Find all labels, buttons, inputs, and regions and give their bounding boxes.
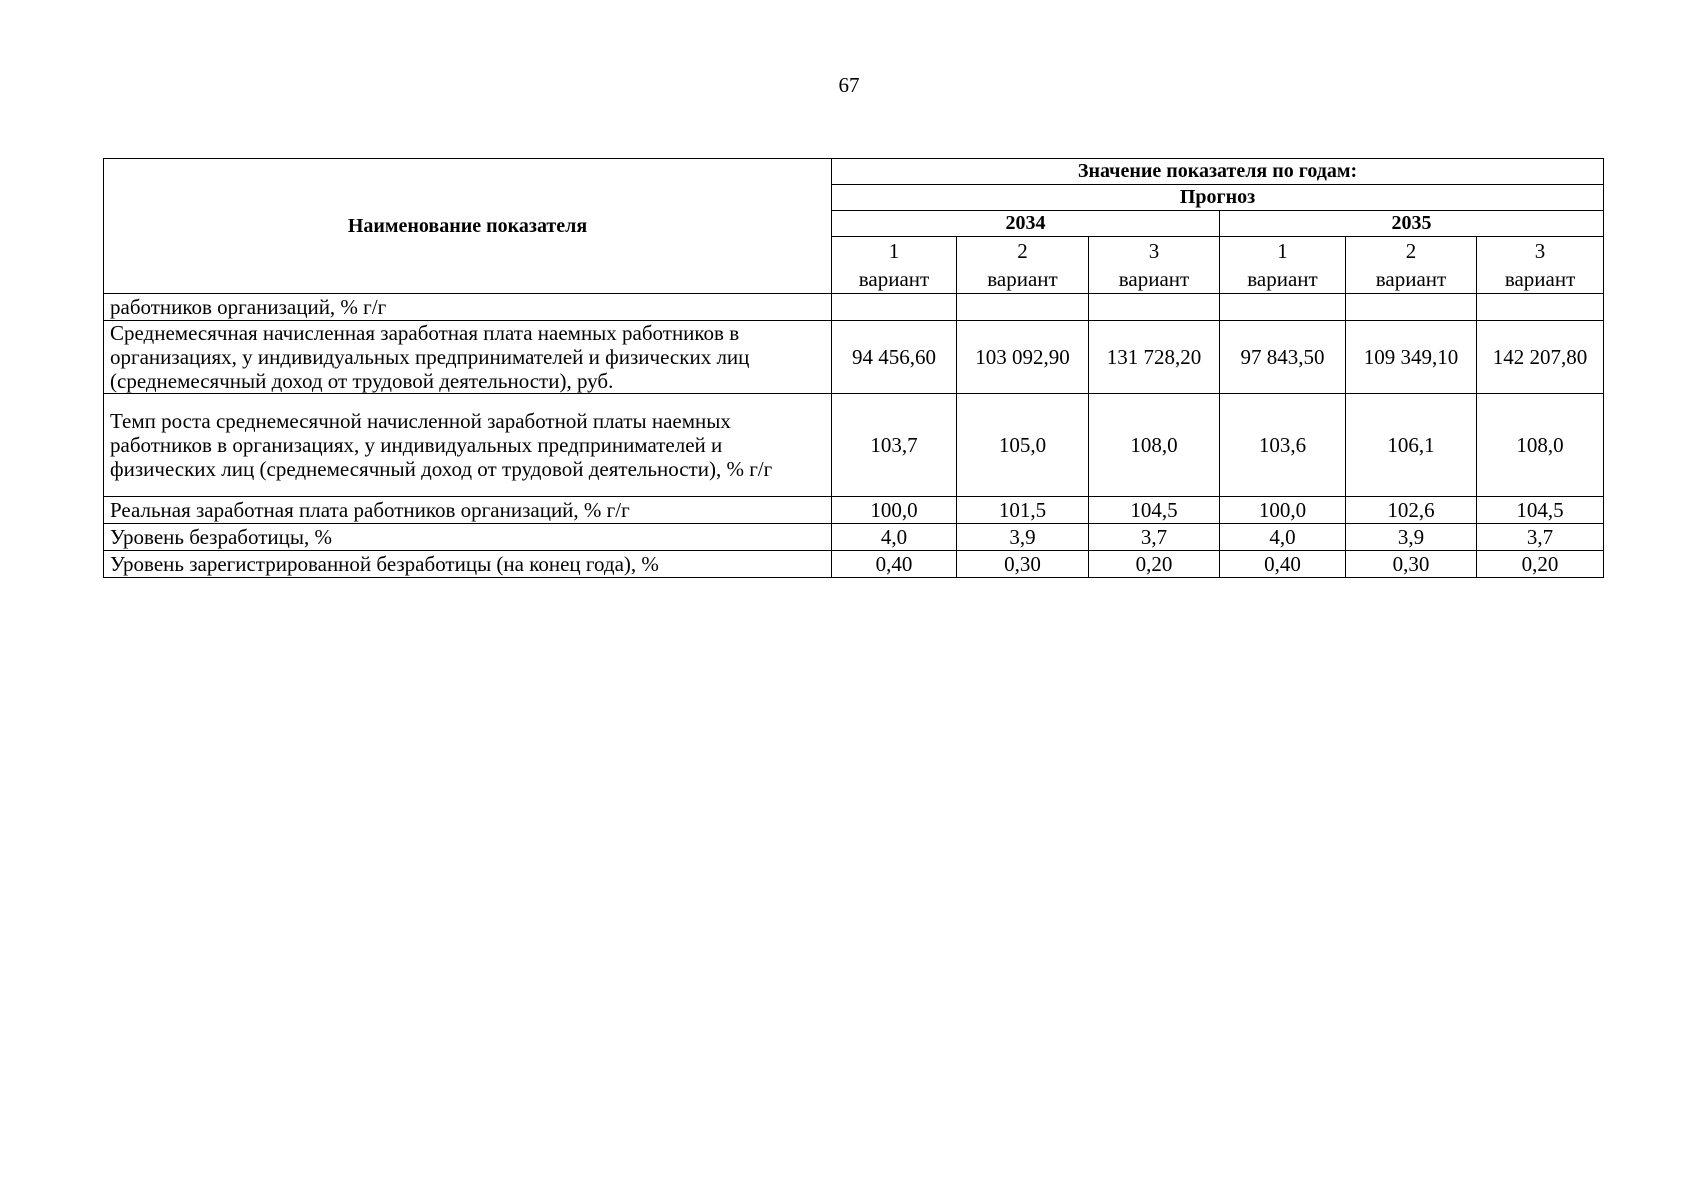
indicator-label: Среднемесячная начисленная заработная плата наемных работников в организациях, у индивидуальных предпринимателей и физических лиц (среднемесячный доход от трудовой деятельности), руб.	[104, 321, 832, 394]
value-cell: 0,20	[1477, 551, 1604, 578]
value-cell: 108,0	[1477, 394, 1604, 497]
value-cell: 142 207,80	[1477, 321, 1604, 394]
variant-number: 3	[1148, 239, 1160, 263]
variant-number: 2	[1405, 239, 1417, 263]
value-cell: 101,5	[957, 497, 1089, 524]
value-cell: 97 843,50	[1220, 321, 1346, 394]
value-cell: 104,5	[1477, 497, 1604, 524]
value-cell: 4,0	[832, 524, 957, 551]
value-cell: 0,30	[1346, 551, 1477, 578]
value-cell: 94 456,60	[832, 321, 957, 394]
indicator-label: Уровень безработицы, %	[104, 524, 832, 551]
value-cell: 3,7	[1089, 524, 1220, 551]
value-cell: 104,5	[1089, 497, 1220, 524]
value-cell	[1089, 294, 1220, 321]
variant-word: вариант	[1118, 267, 1190, 291]
variant-word: вариант	[1375, 267, 1447, 291]
value-cell: 103 092,90	[957, 321, 1089, 394]
variant-number: 1	[1277, 239, 1288, 263]
forecast-header: Прогноз	[832, 185, 1604, 211]
table-row	[104, 294, 1604, 321]
indicator-label: работников организаций, % г/г	[104, 294, 832, 321]
value-cell: 131 728,20	[1089, 321, 1220, 394]
value-cell	[1477, 294, 1604, 321]
variant-header	[832, 237, 957, 294]
variant-number: 2	[1017, 239, 1028, 263]
variant-word: вариант	[1504, 267, 1576, 291]
indicator-label: Темп роста среднемесячной начисленной заработной платы наемных работников в организациях, у индивидуальных предпринимателей и физических лиц (среднемесячный доход от трудовой деятельности), % г/г	[104, 394, 832, 497]
variant-number: 1	[888, 239, 900, 263]
variant-header	[1346, 237, 1477, 294]
values-by-year-header: Значение показателя по годам:	[832, 159, 1604, 185]
indicator-label: Реальная заработная плата работников организаций, % г/г	[104, 497, 832, 524]
table-row	[104, 551, 1604, 578]
value-cell: 0,40	[1220, 551, 1346, 578]
value-cell	[832, 294, 957, 321]
variant-word: вариант	[1247, 267, 1318, 291]
variant-header	[1220, 237, 1346, 294]
value-cell: 109 349,10	[1346, 321, 1477, 394]
indicators-table	[103, 158, 1604, 578]
value-cell: 100,0	[832, 497, 957, 524]
value-cell: 0,30	[957, 551, 1089, 578]
value-cell: 103,6	[1220, 394, 1346, 497]
year-header-2034: 2034	[832, 211, 1220, 237]
value-cell: 105,0	[957, 394, 1089, 497]
value-cell: 0,20	[1089, 551, 1220, 578]
value-cell	[957, 294, 1089, 321]
value-cell: 108,0	[1089, 394, 1220, 497]
value-cell: 3,7	[1477, 524, 1604, 551]
value-cell: 106,1	[1346, 394, 1477, 497]
year-header-2035: 2035	[1220, 211, 1604, 237]
variant-header	[1477, 237, 1604, 294]
value-cell: 3,9	[957, 524, 1089, 551]
variant-number: 3	[1534, 239, 1546, 263]
page-number: 67	[838, 73, 860, 97]
variant-word: вариант	[858, 267, 930, 291]
value-cell: 0,40	[832, 551, 957, 578]
variant-header	[1089, 237, 1220, 294]
variant-header	[957, 237, 1089, 294]
table-row	[104, 394, 1604, 497]
table-row	[104, 497, 1604, 524]
value-cell: 103,7	[832, 394, 957, 497]
value-cell: 4,0	[1220, 524, 1346, 551]
table-row	[104, 321, 1604, 394]
value-cell	[1220, 294, 1346, 321]
value-cell: 3,9	[1346, 524, 1477, 551]
indicator-label: Уровень зарегистрированной безработицы (на конец года), %	[104, 551, 832, 578]
indicator-name-header: Наименование показателя	[104, 159, 832, 294]
value-cell: 102,6	[1346, 497, 1477, 524]
value-cell	[1346, 294, 1477, 321]
table-row	[104, 524, 1604, 551]
variant-word: вариант	[987, 267, 1058, 291]
value-cell: 100,0	[1220, 497, 1346, 524]
